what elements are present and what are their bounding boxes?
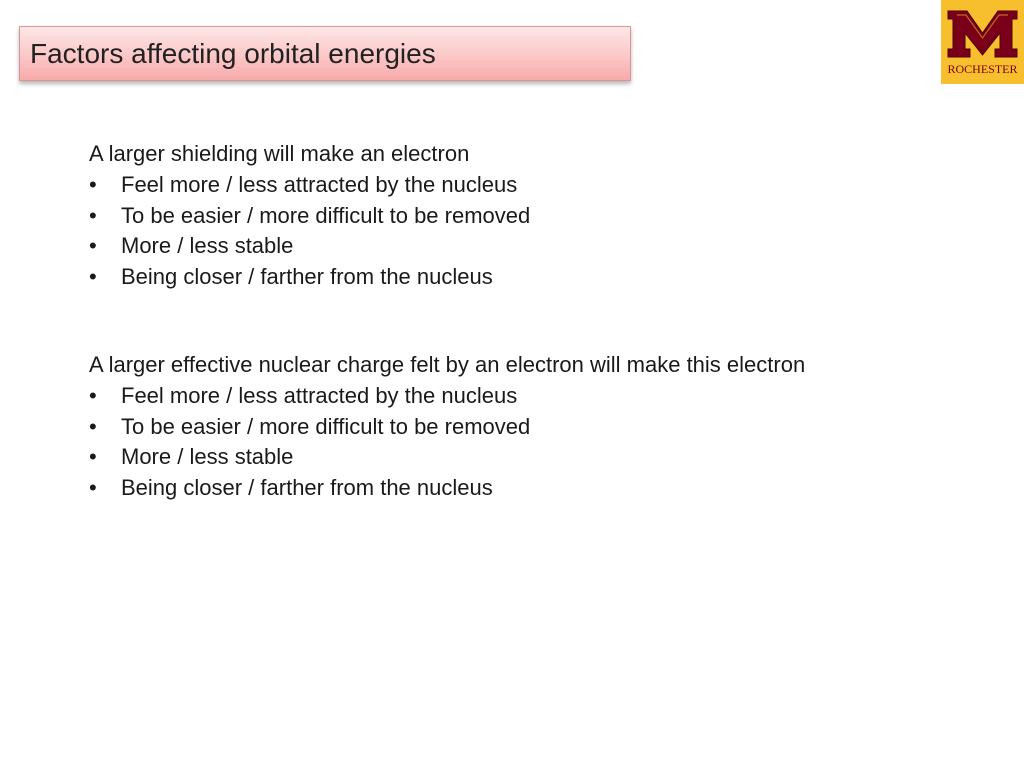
- answer-option: • More / less stable: [89, 231, 949, 262]
- question-lead: A larger shielding will make an electron: [89, 141, 470, 166]
- slide-title: Factors affecting orbital energies: [30, 38, 436, 69]
- question-block-shielding: [89, 139, 949, 293]
- answer-option: • Being closer / farther from the nucleus: [89, 473, 949, 504]
- question-block-effective-nuclear-charge: [89, 350, 949, 504]
- answer-option: • Feel more / less attracted by the nucleus: [89, 170, 949, 201]
- university-m-logo-icon: [945, 5, 1020, 61]
- answer-option: • To be easier / more difficult to be removed: [89, 412, 949, 443]
- answer-option: • To be easier / more difficult to be removed: [89, 201, 949, 232]
- answer-options-list: [89, 381, 949, 504]
- answer-options-list: [89, 170, 949, 293]
- answer-option: • Being closer / farther from the nucleus: [89, 262, 949, 293]
- university-logo: [941, 0, 1024, 84]
- slide-title-box: [19, 26, 631, 81]
- answer-option: • More / less stable: [89, 442, 949, 473]
- question-lead: A larger effective nuclear charge felt by an electron will make this electron: [89, 352, 806, 377]
- answer-option: • Feel more / less attracted by the nucleus: [89, 381, 949, 412]
- logo-caption: ROCHESTER: [947, 62, 1018, 76]
